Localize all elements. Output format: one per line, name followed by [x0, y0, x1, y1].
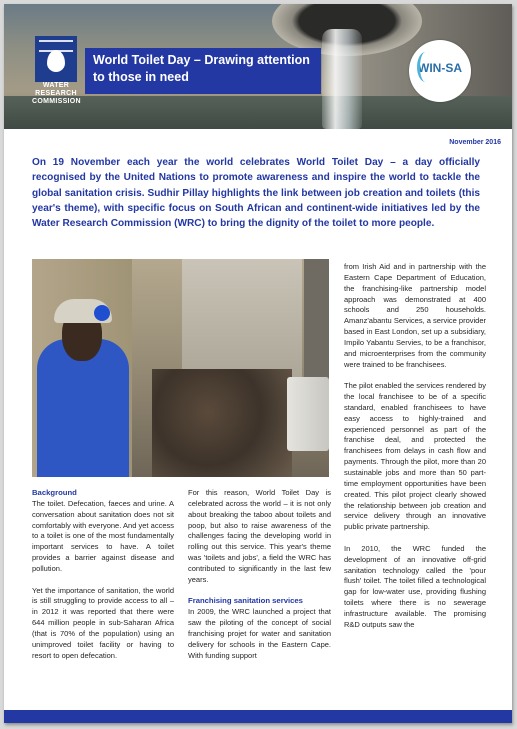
section-heading-background: Background — [32, 488, 77, 497]
wrc-logo-line: RESEARCH — [35, 90, 77, 97]
column-3 — [344, 262, 486, 641]
photo-rubble — [152, 369, 292, 477]
header-banner — [4, 4, 512, 129]
paragraph: Yet the importance of sanitation, the world is still struggling to provide access to all – in 2012 it was reported that there were 644 million people in sub-Saharan Africa (that is 70% of the population) using an unimproved toilet facility or having to resort to open defecation. — [32, 585, 174, 660]
article-photo — [32, 259, 329, 477]
wrc-logo-line: WATER — [42, 82, 70, 89]
swirl-icon — [417, 52, 434, 82]
paragraph: For this reason, World Toilet Day is celebrated across the world – it is not only about breaking the taboo about toilets and poop, but also to raise awareness of the challenges facing the developing world in rolling out this service. This year's theme was 'toilets and jobs', a field the WRC has contributed to significantly in the last few years. — [188, 488, 331, 584]
paragraph: The toilet. Defecation, faeces and urine. A conversation about sanitation does not sit comfortably with everyone. And yet access to a toilet is one of the most fundamentally important services to have. A toilet provides a barrier against disease and pollution. — [32, 498, 174, 573]
page-title: World Toilet Day – Drawing attention to those in need — [85, 48, 321, 94]
intro-paragraph: On 19 November each year the world celebrates World Toilet Day – a day officially recognised by the United Nations to promote awareness and inspire the world to tackle the global sanitation crisis. Sudhir Pillay highlights the link between job creation and toilets (this year's theme), with specific focus on South African and continent-wide initiatives led by the Water Research Commission (WRC) to bring the dignity of the toilet to more people. — [32, 157, 480, 230]
document-page — [4, 4, 512, 723]
paragraph: from Irish Aid and in partnership with the Eastern Cape Department of Education, the franchising-like partnership model approach was demonstrated at 400 schools and 250 households. Amanz'abantu Services, a service provider based in East London, set up a subsidiary, Impilo Yabantu Servies, to be a franchisor, and microenterprises from the community were trained to be franchisees. — [344, 262, 486, 369]
paragraph: The pilot enabled the services rendered by the local franchisee to be of a specific standard, enabled franchisees to have easy access to highly-trained and experienced personnel as part of the franchise deal, and protected the franchisees from delays in cash flow and payments. Through the pilot, more than 20 sustainable jobs and more than 50 part-time employment opportunities have been created. This pilot project clearly showed the relationship between job creation and service delivery through an innovative public private partnership. — [344, 381, 486, 532]
column-1 — [32, 488, 174, 672]
paragraph: In 2010, the WRC funded the development of an innovative off-grid sanitation technology called the 'pour flush' toilet. The toilet filled a technological gap for low-water use, providing flushing toilets where there is no sewerage infrastructure available. The promising R&D outputs saw the — [344, 543, 486, 629]
footer-bar — [4, 710, 512, 723]
photo-headlamp — [94, 305, 110, 321]
winsa-logo — [409, 40, 471, 102]
wrc-logo-line: COMMISSION — [32, 98, 81, 105]
banner-water-stream — [322, 29, 362, 129]
wrc-logo-mark — [35, 36, 77, 82]
section-heading-franchising: Franchising sanitation services — [188, 596, 303, 606]
photo-bucket — [287, 377, 329, 451]
paragraph: In 2009, the WRC launched a project that saw the piloting of the concept of social franchising projet for water and sanitation delivery for schools in the Eastern Cape. With funding support — [188, 607, 331, 660]
issue-date: November 2016 — [449, 139, 501, 146]
column-2 — [188, 488, 331, 672]
water-drop-icon — [47, 50, 65, 72]
winsa-logo-text: WIN-SA — [418, 61, 462, 75]
wrc-logo — [32, 36, 80, 120]
